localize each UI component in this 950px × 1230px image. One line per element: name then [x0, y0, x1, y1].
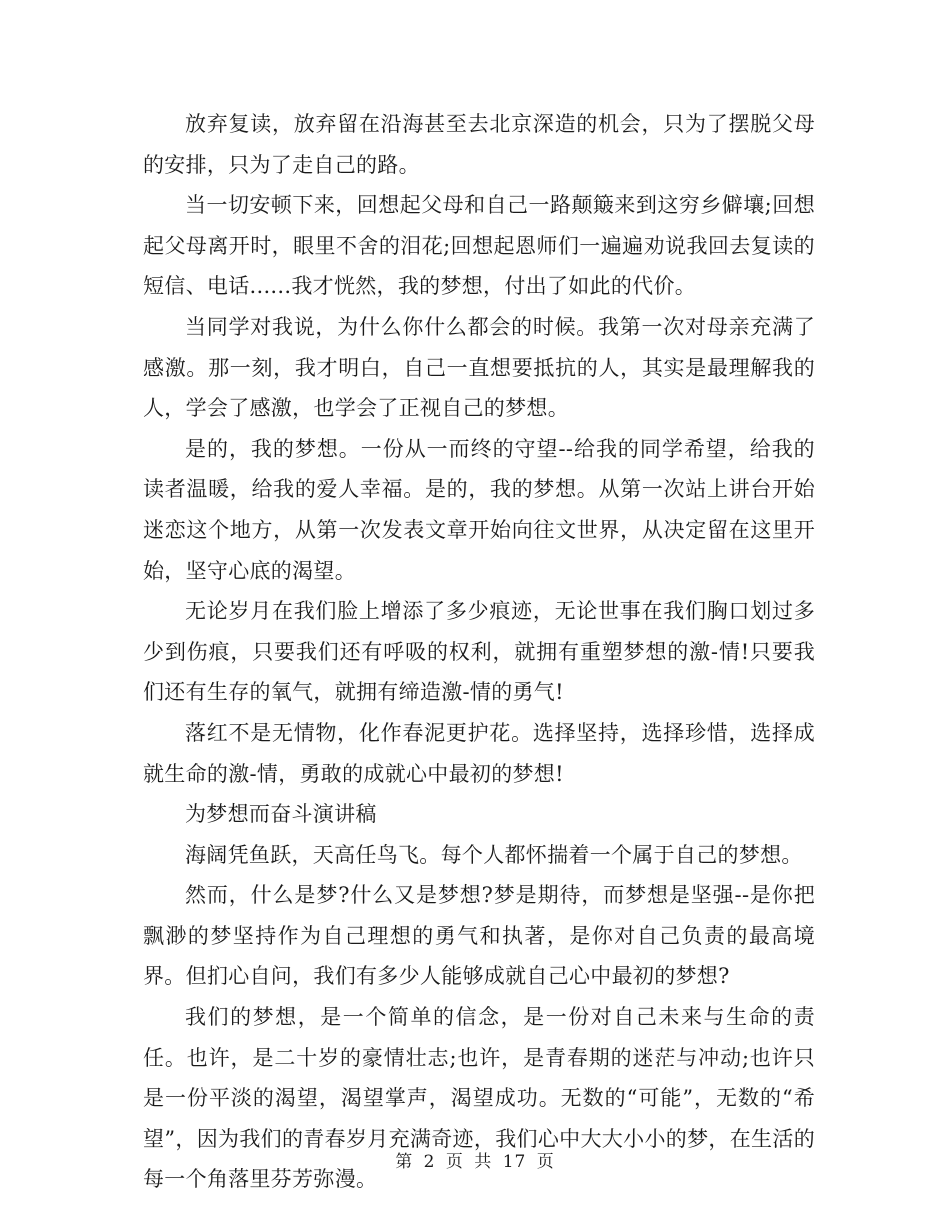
paragraph: 无论岁月在我们脸上增添了多少痕迹，无论世事在我们胸口划过多少到伤痕，只要我们还有呼吸的权利，就拥有重塑梦想的激-情!只要我们还有生存的氧气，就拥有缔造激-情的勇气!	[143, 599, 815, 705]
paragraph: 然而，什么是梦?什么又是梦想?梦是期待，而梦想是坚强--是你把飘渺的梦坚持作为自己理想的勇气和执著，是你对自己负责的最高境界。但扪心自问，我们有多少人能够成就自己心中最初的梦想?	[143, 883, 815, 989]
page-number-footer: 第 2 页 共 17 页	[395, 1152, 555, 1172]
paragraph: 是的，我的梦想。一份从一而终的守望--给我的同学希望，给我的读者温暖，给我的爱人幸福。是的，我的梦想。从第一次站上讲台开始迷恋这个地方，从第一次发表文章开始向往文世界，从决定留在这里开始，坚守心底的渴望。	[143, 436, 815, 583]
paragraph: 当同学对我说，为什么你什么都会的时候。我第一次对母亲充满了感激。那一刻，我才明白，自己一直想要抵抗的人，其实是最理解我的人，学会了感激，也学会了正视自己的梦想。	[143, 314, 815, 421]
paragraph: 海阔凭鱼跃，天高任鸟飞。每个人都怀揣着一个属于自己的梦想。	[185, 842, 803, 867]
paragraph: 我们的梦想，是一个简单的信念，是一份对自己未来与生命的责任。也许，是二十岁的豪情壮志;也许，是青春期的迷茫与冲动;也许只是一份平淡的渴望，渴望掌声，渴望成功。无数的“可能”，无数的“希望”，因为我们的青春岁月充满奇迹，我们心中大大小小的梦，在生活的每一个角落里芬芳弥漫。	[143, 1005, 815, 1192]
paragraph: 当一切安顿下来，回想起父母和自己一路颠簸来到这穷乡僻壤;回想起父母离开时，眼里不舍的泪花;回想起恩师们一遍遍劝说我回去复读的短信、电话......我才恍然，我的梦想，付出了如此的代价。	[143, 193, 815, 299]
document-body	[143, 104, 815, 1200]
section-title: 为梦想而奋斗演讲稿	[185, 802, 377, 827]
paragraph: 落红不是无情物，化作春泥更护花。选择坚持，选择珍惜，选择成就生命的激-情，勇敢的成就心中最初的梦想!	[143, 720, 815, 786]
paragraph: 放弃复读，放弃留在沿海甚至去北京深造的机会，只为了摆脱父母的安排，只为了走自己的路。	[143, 112, 815, 177]
